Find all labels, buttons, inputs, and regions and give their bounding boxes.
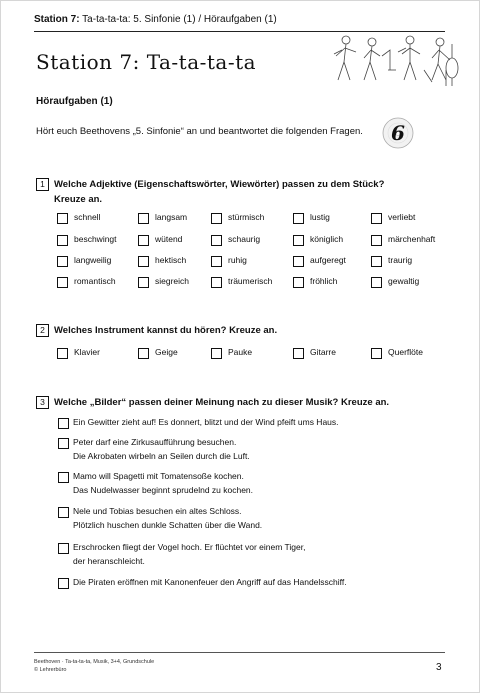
cd-track-icon [382, 117, 414, 149]
option-label: schaurig [228, 234, 261, 244]
question-2-text: Welches Instrument kannst du hören? Kreuze an. [54, 325, 278, 336]
checkbox[interactable] [57, 277, 68, 288]
checkbox[interactable] [211, 277, 222, 288]
checkbox[interactable] [371, 213, 382, 224]
checkbox[interactable] [293, 256, 304, 267]
question-3 [36, 396, 389, 409]
footer-credits [34, 658, 154, 674]
option-label: träumerisch [228, 276, 273, 286]
option-label: Klavier [74, 347, 100, 357]
option-label: langsam [155, 212, 188, 222]
checkbox[interactable] [371, 277, 382, 288]
question-1-text: Welche Adjektive (Eigenschaftswörter, Wiewörter) passen zu dem Stück? [54, 179, 385, 190]
checkbox[interactable] [57, 213, 68, 224]
question-2 [36, 324, 277, 337]
statement-line: Das Nudelwasser beginnt sprudelnd zu kochen. [73, 485, 254, 495]
statement-line: Die Piraten eröffnen mit Kanonenfeuer den Angriff auf das Handelsschiff. [73, 577, 347, 587]
checkbox[interactable] [138, 348, 149, 359]
question-3-number: 3 [36, 396, 49, 409]
question-1-instruction: Kreuze an. [54, 194, 103, 205]
option-label: Pauke [228, 347, 253, 357]
option-label: langweilig [74, 255, 112, 265]
option-label: märchenhaft [388, 234, 436, 244]
statement-text [73, 575, 347, 589]
footer-line-1: Beethoven · Ta-ta-ta-ta, Musik, 3+4, Grundschule [34, 659, 155, 665]
statement-line: Erschrocken fliegt der Vogel hoch. Er flüchtet vor einem Tiger, [73, 542, 306, 552]
statement-line: Mamo will Spagetti mit Tomatensoße kochen. [73, 471, 244, 481]
checkbox[interactable] [293, 348, 304, 359]
statement-text [73, 469, 253, 497]
option-label: königlich [310, 234, 344, 244]
checkbox[interactable] [58, 543, 69, 554]
checkbox[interactable] [211, 213, 222, 224]
statement-text [73, 540, 305, 568]
checkbox[interactable] [371, 235, 382, 246]
checkbox[interactable] [293, 277, 304, 288]
checkbox[interactable] [138, 277, 149, 288]
checkbox[interactable] [58, 507, 69, 518]
option-label: wütend [155, 234, 183, 244]
option-label: gewaltig [388, 276, 420, 286]
option-label: verliebt [388, 212, 416, 222]
header [34, 14, 445, 25]
checkbox[interactable] [57, 348, 68, 359]
checkbox[interactable] [138, 213, 149, 224]
footer-divider [34, 652, 445, 653]
option-label: traurig [388, 255, 413, 265]
checkbox[interactable] [58, 472, 69, 483]
checkbox[interactable] [293, 235, 304, 246]
statement-text [73, 435, 250, 463]
cd-number: 6 [391, 121, 405, 145]
checkbox[interactable] [57, 235, 68, 246]
option-label: siegreich [155, 276, 190, 286]
option-label: Querflöte [388, 347, 423, 357]
option-label: lustig [310, 212, 330, 222]
option-label: beschwingt [74, 234, 117, 244]
header-topic: Ta-ta-ta-ta: 5. Sinfonie (1) / Höraufgaben (1) [82, 14, 277, 25]
checkbox[interactable] [293, 213, 304, 224]
page-title: Station 7: Ta-ta-ta-ta [36, 50, 257, 74]
checkbox[interactable] [138, 256, 149, 267]
checkbox[interactable] [58, 418, 69, 429]
statement-line: Nele und Tobias besuchen ein altes Schloss. [73, 506, 242, 516]
string-quartet-illustration [328, 30, 466, 90]
checkbox[interactable] [371, 256, 382, 267]
question-1 [36, 178, 384, 205]
statement-line: Die Akrobaten wirbeln an Seilen durch die Luft. [73, 451, 250, 461]
option-label: hektisch [155, 255, 187, 265]
option-label: fröhlich [310, 276, 338, 286]
intro-text: Hört euch Beethovens „5. Sinfonie“ an und beantwortet die folgenden Fragen. [36, 126, 363, 137]
question-1-number: 1 [36, 178, 49, 191]
statement-line: Ein Gewitter zieht auf! Es donnert, blitzt und der Wind pfeift ums Haus. [73, 417, 339, 427]
option-label: schnell [74, 212, 101, 222]
page-number: 3 [436, 662, 442, 673]
checkbox[interactable] [371, 348, 382, 359]
footer-line-2: © Lehrerbüro [34, 667, 67, 673]
statement-line: Plötzlich huschen dunkle Schatten über die Wand. [73, 520, 263, 530]
checkbox[interactable] [138, 235, 149, 246]
checkbox[interactable] [211, 348, 222, 359]
option-label: aufgeregt [310, 255, 346, 265]
checkbox[interactable] [211, 235, 222, 246]
question-3-text: Welche „Bilder“ passen deiner Meinung nach zu dieser Musik? Kreuze an. [54, 397, 390, 408]
subtitle: Höraufgaben (1) [36, 96, 113, 107]
statement-line: der heranschleicht. [73, 556, 145, 566]
option-label: Gitarre [310, 347, 336, 357]
question-2-number: 2 [36, 324, 49, 337]
option-label: romantisch [74, 276, 116, 286]
checkbox[interactable] [58, 578, 69, 589]
statement-line: Peter darf eine Zirkusaufführung besuchen. [73, 437, 237, 447]
statement-text [73, 415, 339, 429]
option-label: ruhig [228, 255, 247, 265]
statement-text [73, 504, 262, 532]
checkbox[interactable] [58, 438, 69, 449]
header-station: Station 7: [34, 14, 80, 25]
checkbox[interactable] [211, 256, 222, 267]
option-label: stürmisch [228, 212, 265, 222]
checkbox[interactable] [57, 256, 68, 267]
option-label: Geige [155, 347, 178, 357]
